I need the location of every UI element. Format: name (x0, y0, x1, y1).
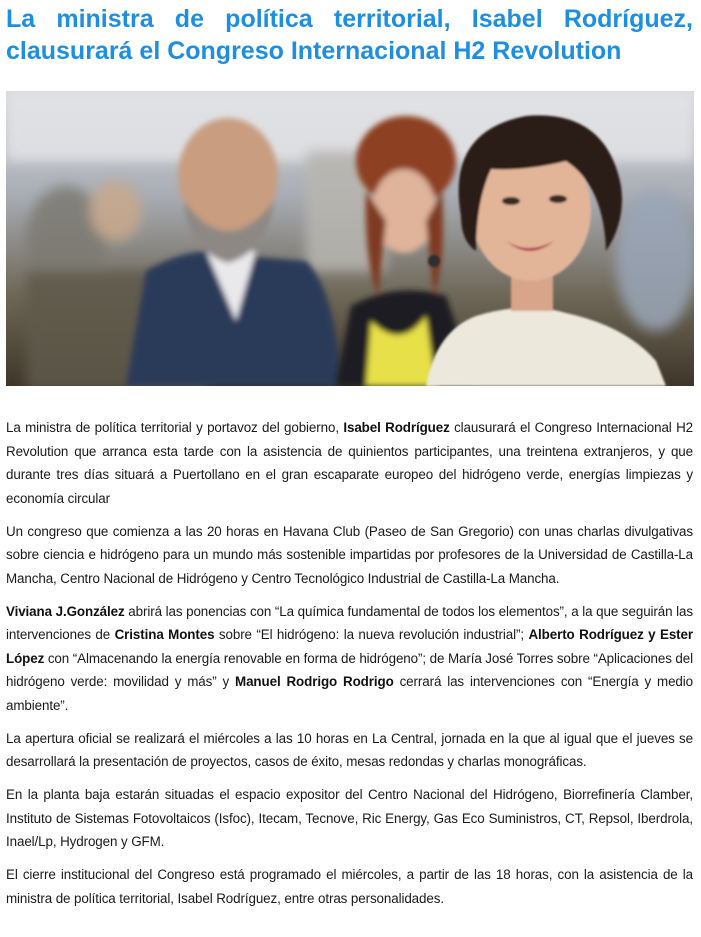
article-body (6, 416, 693, 910)
person-name: Isabel Rodríguez (343, 420, 450, 435)
person-name: Manuel Rodrigo Rodrigo (235, 674, 394, 689)
paragraph-5: En la planta baja estarán situadas el espacio expositor del Centro Nacional del Hidrógeno, Biorrefinería Clamber, Instituto de Sistemas Fotovoltaicos (Isfoc), Itecam, Tecnove, Ric Energy, Gas Eco Suministros, CT, Repsol, Iberdrola, Inael/Lp, Hydrogen y GFM. (6, 787, 693, 849)
paragraph-4: La apertura oficial se realizará el miércoles a las 10 horas en La Central, jornada en la que al igual que el jueves se desarrollará la presentación de proyectos, casos de éxito, mesas redondas y charlas monográficas. (6, 730, 693, 769)
article-title: La ministra de política territorial, Isabel Rodríguez, clausurará el Congreso Internacional H2 Revolution (6, 5, 693, 65)
photo-illustration (6, 91, 694, 386)
person-name: Viviana J.González (6, 603, 125, 619)
paragraph-3 (6, 600, 693, 718)
text-span: cerrará las intervenciones con “Energía y medio ambiente”. (6, 674, 693, 713)
article-photo (6, 91, 694, 386)
person-name: Alberto Rodríguez y Ester López (6, 627, 693, 666)
text-span: abrirá las ponencias con “La química fundamental de todos los elementos”, a la que seguirán las intervenciones de (6, 603, 693, 642)
text-span: sobre “El hidrógeno: la nueva revolución industrial”; (214, 627, 529, 642)
person-name: Cristina Montes (114, 627, 215, 642)
text-span: con “Almacenando la energía renovable en forma de hidrógeno”; de María José Torres sobre “Aplicaciones del hidrógeno verde: movilidad y más” y (6, 650, 693, 689)
text-span: clausurará el Congreso Internacional H2 Revolution que arranca esta tarde con la asistencia de quinientos participantes, una treintena extranjeros, y que durante tres días situará a Puertollano en el gran escaparate europeo del hidrógeno verde, energías limpiezas y economía circular (6, 420, 693, 506)
text-span: La ministra de política territorial y portavoz del gobierno, (6, 420, 344, 435)
paragraph-1 (6, 416, 693, 510)
paragraph-2: Un congreso que comienza a las 20 horas en Havana Club (Paseo de San Gregorio) con unas charlas divulgativas sobre ciencia e hidrógeno para un mundo más sostenible impartidas por profesores de la Universidad de Castilla-La Mancha, Centro Nacional de Hidrógeno y Centro Tecnológico Industrial de Castilla-La Mancha. (6, 523, 693, 586)
paragraph-6: El cierre institucional del Congreso está programado el miércoles, a partir de las 18 horas, con la asistencia de la ministra de política territorial, Isabel Rodríguez, entre otras personalidades. (6, 867, 693, 906)
